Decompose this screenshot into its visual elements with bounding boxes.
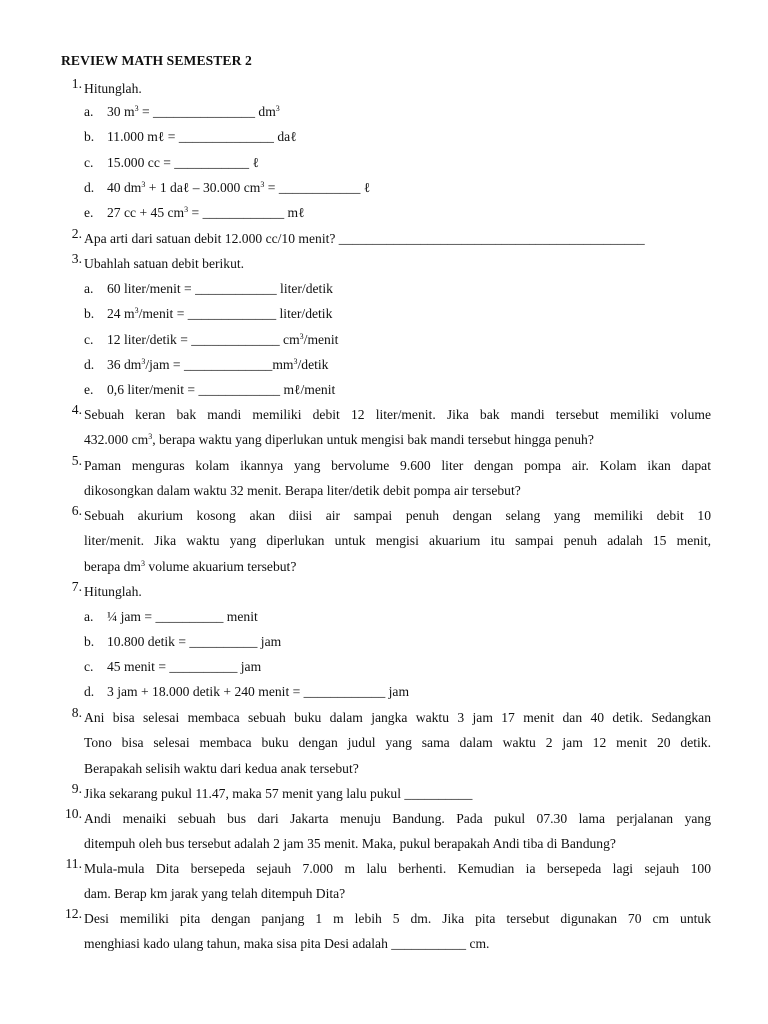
question-text-line-2: dikosongkan dalam waktu 32 menit. Berapa liter/detik debit pompa air tersebut? bbox=[84, 483, 521, 499]
question-text-line-1: Sebuah keran bak mandi memiliki debit 12 liter/menit. Jika bak mandi tersebut memiliki volume bbox=[84, 407, 711, 422]
question-number: 12. bbox=[65, 906, 82, 921]
item-text: 30 $m^3$ = _______________ $dm^3$ bbox=[107, 104, 280, 119]
question-3e bbox=[84, 377, 704, 402]
item-label: a. bbox=[84, 104, 94, 119]
question-text: Apa arti dari satuan debit 12.000 cc/10 menit? _____________________________________________ bbox=[84, 231, 645, 246]
question-3a bbox=[84, 276, 704, 301]
item-label: d. bbox=[84, 357, 95, 372]
question-3b bbox=[84, 301, 704, 326]
item-label: e. bbox=[84, 205, 94, 220]
item-label: a. bbox=[84, 281, 94, 296]
question-number: 10. bbox=[65, 806, 82, 821]
item-text: 15.000 cc = ___________ ℓ bbox=[107, 155, 259, 170]
item-text: 24 $m^3$/menit = _____________ liter/detik bbox=[107, 306, 333, 321]
item-text: 12 liter/detik = _____________ $cm^3$/menit bbox=[107, 332, 339, 347]
question-3c bbox=[84, 327, 704, 352]
item-label: e. bbox=[84, 382, 94, 397]
question-text-line-1: Sebuah akurium kosong akan diisi air sampai penuh dengan selang yang memiliki debit 10 bbox=[84, 508, 711, 523]
question-1c bbox=[84, 150, 704, 175]
question-text-line-2: liter/menit. Jika waktu yang diperlukan untuk mengisi akuarium itu sampai penuh adalah 15 menit, bbox=[84, 533, 711, 549]
question-number: 8. bbox=[71, 705, 82, 720]
question-number: 9. bbox=[71, 781, 82, 796]
question-text-line-2: ditempuh oleh bus tersebut adalah 2 jam 35 menit. Maka, pukul berapakah Andi tiba di Bandung? bbox=[84, 836, 616, 852]
item-text: 0,6 liter/menit = ____________ mℓ/menit bbox=[107, 382, 336, 397]
item-text: 27 cc + 45 $cm^3$ = ____________ mℓ bbox=[107, 205, 305, 220]
question-text: Ubahlah satuan debit berikut. bbox=[84, 256, 245, 271]
question-text-line-1: Paman menguras kolam ikannya yang bervolume 9.600 liter dengan pompa air. Kolam ikan dapat bbox=[84, 458, 711, 473]
question-text-line-3: Berapakah selisih waktu dari kedua anak tersebut? bbox=[84, 760, 359, 776]
question-number: 3. bbox=[71, 251, 82, 266]
question-3d bbox=[84, 352, 704, 377]
question-number: 11. bbox=[65, 856, 82, 871]
question-text-line-3: berapa $dm^3$ volume akuarium tersebut? bbox=[84, 558, 297, 574]
item-text: 3 jam + 18.000 detik + 240 menit = ____________ jam bbox=[107, 684, 410, 699]
question-1b bbox=[84, 124, 704, 149]
item-label: b. bbox=[84, 306, 95, 321]
question-7a bbox=[84, 604, 704, 629]
question-text-line-1: Desi memiliki pita dengan panjang 1 m lebih 5 dm. Jika pita tersebut digunakan 70 cm untuk bbox=[84, 911, 711, 926]
question-1a bbox=[84, 99, 704, 124]
item-text: ¼ jam = __________ menit bbox=[107, 609, 258, 624]
item-text: 10.800 detik = __________ jam bbox=[107, 634, 282, 649]
item-text: 11.000 mℓ = ______________ daℓ bbox=[107, 129, 297, 144]
question-text-line-1: Mula-mula Dita bersepeda sejauh 7.000 m lalu berhenti. Kemudian ia bersepeda lagi sejauh 100 bbox=[84, 861, 711, 876]
question-text: Hitunglah. bbox=[84, 81, 142, 96]
question-text: Hitunglah. bbox=[84, 584, 142, 599]
item-text: 36 $dm^3$/jam = $\_\_\_\_\_\_\_\_\_\_\_\_\_mm^3$/detik bbox=[107, 357, 329, 372]
item-label: b. bbox=[84, 129, 95, 144]
question-7c bbox=[84, 654, 704, 679]
question-1e bbox=[84, 200, 704, 225]
question-text-line-1: Ani bisa selesai membaca sebuah buku dalam jangka waktu 3 jam 17 menit dan 40 detik. Sedangkan bbox=[84, 710, 711, 725]
page-title: REVIEW MATH SEMESTER 2 bbox=[61, 53, 252, 68]
question-number: 4. bbox=[71, 402, 82, 417]
question-number: 6. bbox=[71, 503, 82, 518]
question-text-line-2: Tono bisa selesai membaca buku dengan judul yang sama dalam waktu 2 jam 12 menit 20 detik. bbox=[84, 735, 711, 751]
question-7d bbox=[84, 679, 704, 704]
question-7b bbox=[84, 629, 704, 654]
item-label: c. bbox=[84, 155, 94, 170]
question-text-line-2: menghiasi kado ulang tahun, maka sisa pita Desi adalah ___________ cm. bbox=[84, 936, 490, 952]
question-number: 1. bbox=[71, 76, 82, 91]
question-text-line-1: Andi menaiki sebuah bus dari Jakarta menuju Bandung. Pada pukul 07.30 lama perjalanan yang bbox=[84, 811, 711, 826]
question-1d bbox=[84, 175, 704, 200]
question-text-line-2: 432.000 $cm^3$, berapa waktu yang diperlukan untuk mengisi bak mandi tersebut hingga penuh? bbox=[84, 432, 594, 448]
item-label: c. bbox=[84, 659, 94, 674]
item-label: d. bbox=[84, 684, 95, 699]
question-number: 5. bbox=[71, 453, 82, 468]
item-label: c. bbox=[84, 332, 94, 347]
item-text: 60 liter/menit = ____________ liter/detik bbox=[107, 281, 333, 296]
question-text-line-2: dam. Berap km jarak yang telah ditempuh Dita? bbox=[84, 886, 346, 902]
item-text: 45 menit = __________ jam bbox=[107, 659, 262, 674]
question-text: Jika sekarang pukul 11.47, maka 57 menit yang lalu pukul __________ bbox=[84, 786, 473, 801]
item-label: d. bbox=[84, 180, 95, 195]
item-label: a. bbox=[84, 609, 94, 624]
item-text: 40 $dm^3 + 1$ daℓ – 30.000 $cm^3$ = ____________ ℓ bbox=[107, 180, 371, 195]
question-number: 7. bbox=[71, 579, 82, 594]
question-number: 2. bbox=[71, 226, 82, 241]
item-label: b. bbox=[84, 634, 95, 649]
